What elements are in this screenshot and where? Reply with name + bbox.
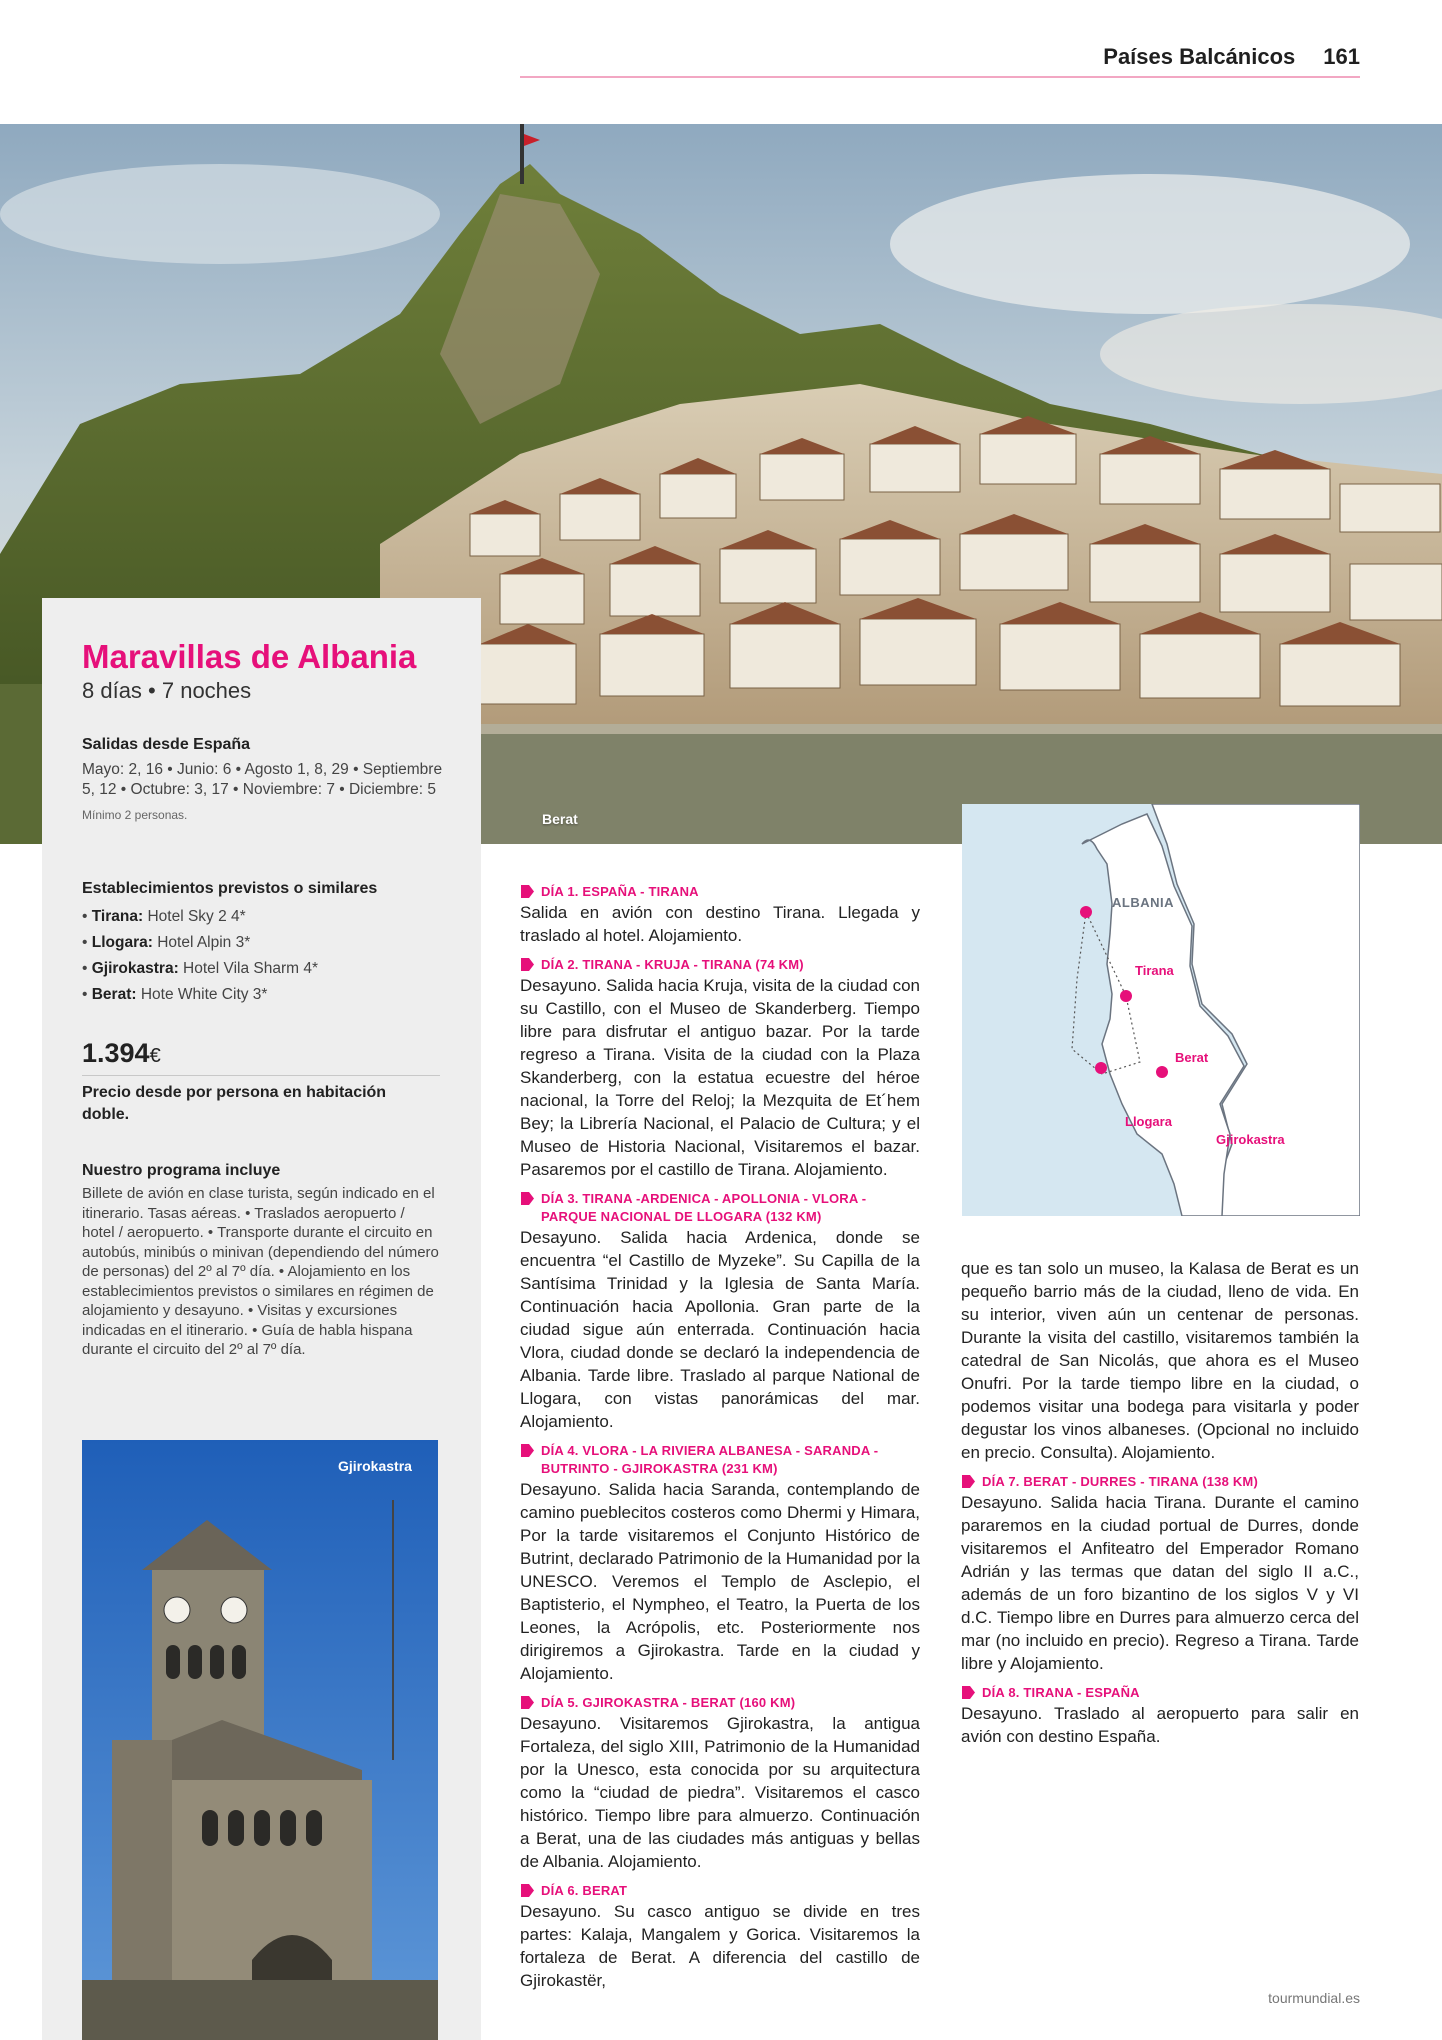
day-title: DÍA 2. TIRANA - KRUJA - TIRANA (74 KM)	[541, 957, 804, 972]
day-text: Desayuno. Salida hacia Ardenica, donde se encuentra “el Castillo de Myzeke”. Su Capilla de la Santísima Trinidad y la Iglesia de Santa María. Continuación hacia Apollonia. Gran parte de la ciudad sigue aún enterrada. Continuación hacia Vlora, ciudad donde se declaró la independencia de Albania. Tarde libre. Traslado al parque National de Llogara, con vistas panorámicas del mar. Alojamiento.	[520, 1228, 920, 1431]
minimum-persons: Mínimo 2 personas.	[82, 808, 188, 822]
tour-price: 1.394€	[82, 1038, 161, 1068]
itinerary-column-2	[961, 1257, 1359, 1757]
section-title: Países Balcánicos	[1103, 44, 1296, 69]
hero-caption: Berat	[542, 811, 578, 827]
day-text: que es tan solo un museo, la Kalasa de Berat es un pequeño barrio más de la ciudad, lleno de vida. En su interior, viven aún un centenar de personas. Durante la visita del castillo, visitaremos también la catedral de San Nicolás, que ahora es el Museo Onufri. Por la tarde tiempo libre en la ciudad, o podemos visitar una bodega para visitarla y poder degustar los vinos albaneses. (Opcional no incluido en precio. Consulta). Alojamiento.	[961, 1259, 1359, 1462]
tour-title: Maravillas de Albania	[82, 638, 417, 675]
day-text: Desayuno. Salida hacia Kruja, visita de la ciudad con su Castillo, con el Museo de Skanderberg. Tiempo libre para disfrutar el antiguo bazar. Por la tarde regreso a Tirana. Visita de la ciudad con la Plaza Skanderberg, con la estatua ecuestre del héroe nacional, la Torre del Reloj; la Mezquita de Et´hem Bey; la Librería Nacional, el Palacio de Cultura; y el Museo de Historia Nacional, Visitaremos el bazar. Pasaremos por el castillo de Tirana. Alojamiento.	[520, 976, 920, 1179]
day-title: DÍA 6. BERAT	[541, 1883, 628, 1898]
footer-website: tourmundial.es	[1268, 1990, 1360, 2006]
day-text: Desayuno. Salida hacia Tirana. Durante el camino pararemos en la ciudad portual de Durres, donde visitaremos el Anfiteatro del Emperador Romano Adrián y las termas que datan del siglo II a.C., además de un foro bizantino de los siglos V y VI d.C. Tiempo libre en Durres para almuerzo cerca del mar (no incluido en precio). Regreso a Tirana. Tarde libre y Alojamiento.	[961, 1493, 1359, 1673]
currency-symbol: €	[149, 1045, 161, 1067]
day-text: Desayuno. Traslado al aeropuerto para salir en avión con destino España.	[961, 1704, 1359, 1746]
arrow-tag-icon	[520, 1443, 535, 1458]
tour-duration: 8 días • 7 noches	[82, 678, 252, 703]
day-text: Desayuno. Salida hacia Saranda, contemplando de camino pueblecitos costeros como Dhermi y Himara, Por la tarde visitaremos el Conjunto Histórico de Butrint, declarado Patrimonio de la Humanidad por la UNESCO. Veremos el Templo de Asclepio, el Baptisterio, el Nympheo, el Teatro, la Puerta de los Leones, la Acrópolis, etc. Posteriormente nos dirigiremos a Gjirokastra. Tarde en la ciudad y Alojamiento.	[520, 1480, 920, 1683]
day-text: Desayuno. Su casco antiguo se divide en tres partes: Kalaja, Mangalem y Gorica. Visitaremos la fortaleza de Berat. A diferencia del castillo de Gjirokastër,	[520, 1902, 920, 1990]
itinerary-day	[520, 1694, 920, 1873]
departures-heading: Salidas desde España	[82, 736, 251, 753]
tower-caption: Gjirokastra	[338, 1458, 412, 1474]
price-note: Precio desde por persona en habitación doble.	[82, 1084, 387, 1123]
hotel-item: • Berat: Hote White City 3*	[82, 986, 268, 1003]
gjirokastra-photo	[82, 1440, 438, 2040]
page-number: 161	[1323, 44, 1360, 69]
hotel-item: • Llogara: Hotel Alpin 3*	[82, 934, 251, 951]
map-label-llogara: Llogara	[1125, 1114, 1172, 1129]
hotels-block	[82, 880, 452, 1008]
itinerary-day-continued	[961, 1257, 1359, 1464]
map-label-berat: Berat	[1175, 1050, 1209, 1065]
map-country-label: ALBANIA	[1112, 895, 1174, 910]
itinerary-day	[961, 1473, 1359, 1675]
hotel-item: • Gjirokastra: Hotel Vila Sharm 4*	[82, 960, 319, 977]
day-title: DÍA 4. VLORA - LA RIVIERA ALBANESA - SARANDA - BUTRINTO - GJIROKASTRA (231 KM)	[541, 1443, 879, 1476]
day-title: DÍA 7. BERAT - DURRES - TIRANA (138 KM)	[982, 1474, 1258, 1489]
header-rule	[520, 76, 1360, 78]
map-label-gjirokastra: Gjirokastra	[1216, 1132, 1285, 1147]
arrow-tag-icon	[961, 1474, 976, 1489]
includes-block	[82, 1162, 440, 1360]
hotels-heading: Establecimientos previstos o similares	[82, 880, 378, 897]
itinerary-day	[520, 1882, 920, 1992]
arrow-tag-icon	[961, 1685, 976, 1700]
itinerary-day	[520, 1190, 920, 1433]
departures-block	[82, 736, 452, 822]
day-title: DÍA 3. TIRANA -ARDENICA - APOLLONIA - VLORA - PARQUE NACIONAL DE LLOGARA (132 KM)	[541, 1191, 867, 1224]
itinerary-day	[961, 1684, 1359, 1748]
departures-dates: Mayo: 2, 16 • Junio: 6 • Agosto 1, 8, 29 • Septiembre 5, 12 • Octubre: 3, 17 • Noviembre: 7 • Diciembre: 5	[82, 761, 443, 798]
itinerary-day	[520, 956, 920, 1181]
arrow-tag-icon	[520, 957, 535, 972]
includes-text: Billete de avión en clase turista, según indicado en el itinerario. Tasas aéreas. • Traslados aeropuerto / hotel / aeropuerto. • Transporte durante el circuito en autobús, minibús o minivan (dependiendo del número de personas) del 2º al 7º día. • Alojamiento en los establecimientos previstos o similares en régimen de alojamiento y desayuno. • Visitas y excursiones indicadas en el itinerario. • Guía de habla hispana durante el circuito del 2º al 7º día.	[82, 1185, 439, 1358]
includes-heading: Nuestro programa incluye	[82, 1162, 281, 1179]
itinerary-column-1	[520, 883, 920, 2001]
arrow-tag-icon	[520, 1883, 535, 1898]
day-title: DÍA 5. GJIROKASTRA - BERAT (160 KM)	[541, 1695, 796, 1710]
page-header	[1103, 44, 1360, 70]
itinerary-day	[520, 1442, 920, 1685]
arrow-tag-icon	[520, 884, 535, 899]
hotel-item: • Tirana: Hotel Sky 2 4*	[82, 908, 246, 925]
arrow-tag-icon	[520, 1191, 535, 1206]
arrow-tag-icon	[520, 1695, 535, 1710]
day-text: Salida en avión con destino Tirana. Llegada y traslado al hotel. Alojamiento.	[520, 903, 920, 945]
day-title: DÍA 8. TIRANA - ESPAÑA	[982, 1685, 1140, 1700]
day-text: Desayuno. Visitaremos Gjirokastra, la antigua Fortaleza, del siglo XIII, Patrimonio de la Humanidad por la Unesco, esta conocida por su arquitectura como la “ciudad de piedra”. Visitaremos el casco histórico. Tiempo libre para almuerzo. Continuación a Berat, una de las ciudades más antiguas y bellas de Albania. Alojamiento.	[520, 1714, 920, 1871]
price-divider	[82, 1075, 440, 1076]
albania-route-map	[962, 804, 1360, 1216]
map-label-tirana: Tirana	[1135, 963, 1174, 978]
itinerary-day	[520, 883, 920, 947]
day-title: DÍA 1. ESPAÑA - TIRANA	[541, 884, 699, 899]
